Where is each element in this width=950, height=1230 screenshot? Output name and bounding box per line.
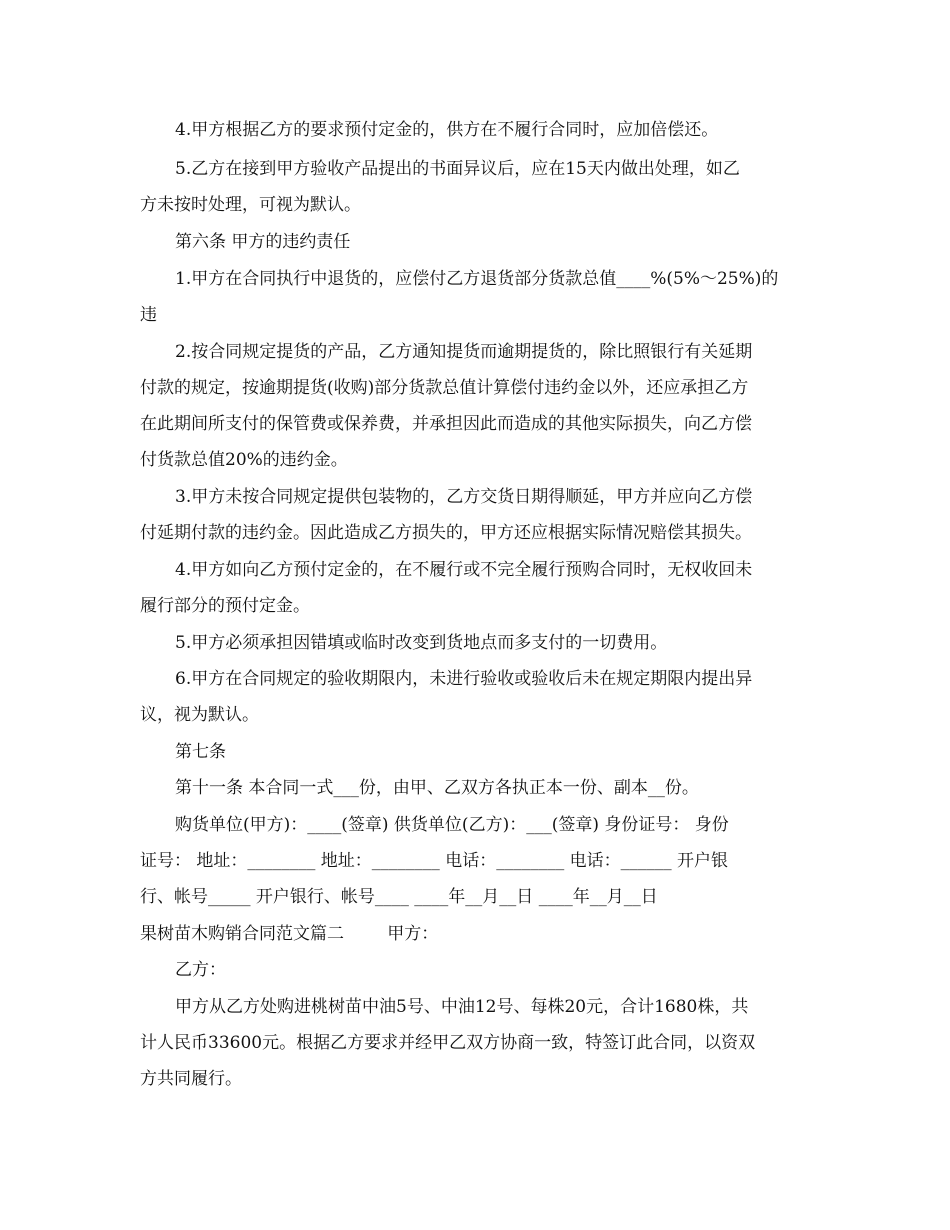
article-6-heading: 第六条 甲方的违约责任 bbox=[175, 232, 351, 252]
clause-6-item-3: 3.甲方未按合同规定提供包装物的，乙方交货日期得顺延，甲方并应向乙方偿 bbox=[175, 487, 753, 507]
intro-paragraph-line-3: 方共同履行。 bbox=[140, 1069, 242, 1089]
clause-6-item-4-cont: 履行部分的预付定金。 bbox=[140, 596, 310, 616]
signature-block-line-3: 行、帐号_____ 开户银行、帐号____ ____年__月__日 ____年__月__日 bbox=[140, 887, 658, 907]
clause-6-item-2-cont-1: 付款的规定，按逾期提货(收购)部分货款总值计算偿付违约金以外，还应承担乙方 bbox=[140, 378, 749, 398]
clause-5-item-4: 4.甲方根据乙方的要求预付定金的，供方在不履行合同时，应加倍偿还。 bbox=[175, 120, 719, 140]
clause-6-item-6-cont: 议，视为默认。 bbox=[140, 705, 259, 725]
intro-paragraph-line-2: 计人民币33600元。根据乙方要求并经甲乙双方协商一致，特签订此合同，以资双 bbox=[140, 1033, 756, 1053]
clause-6-item-1: 1.甲方在合同执行中退货的，应偿付乙方退货部分货款总值____%(5%～25%)的 bbox=[175, 269, 779, 289]
clause-6-item-2-cont-3: 付货款总值20%的违约金。 bbox=[140, 450, 348, 470]
clause-5-item-5-cont: 方未按时处理，可视为默认。 bbox=[140, 195, 361, 215]
article-7-heading: 第七条 bbox=[175, 742, 226, 762]
signature-block-line-2: 证号： 地址：________ 地址：________ 电话：________ 电话：______ 开户银 bbox=[140, 851, 729, 871]
clause-6-item-6: 6.甲方在合同规定的验收期限内，未进行验收或验收后未在规定期限内提出异 bbox=[175, 669, 753, 689]
clause-6-item-2: 2.按合同规定提货的产品，乙方通知提货而逾期提货的，除比照银行有关延期 bbox=[175, 342, 753, 362]
clause-6-item-2-cont-2: 在此期间所支付的保管费或保养费，并承担因此而造成的其他实际损失，向乙方偿 bbox=[140, 414, 752, 434]
clause-6-item-5: 5.甲方必须承担因错填或临时改变到货地点而多支付的一切费用。 bbox=[175, 633, 668, 653]
clause-6-item-3-cont: 付延期付款的违约金。因此造成乙方损失的，甲方还应根据实际情况赔偿其损失。 bbox=[140, 523, 752, 543]
clause-6-item-1-cont: 违 bbox=[140, 305, 157, 325]
section-title-contract-2: 果树苗木购销合同范文篇二 甲方： bbox=[140, 924, 439, 944]
article-11-text: 第十一条 本合同一式___份，由甲、乙双方各执正本一份、副本__份。 bbox=[175, 778, 699, 798]
clause-6-item-4: 4.甲方如向乙方预付定金的，在不履行或不完全履行预购合同时，无权收回未 bbox=[175, 560, 753, 580]
intro-paragraph-line-1: 甲方从乙方处购进桃树苗中油5号、中油12号、每株20元，合计1680株，共 bbox=[175, 997, 749, 1017]
clause-5-item-5: 5.乙方在接到甲方验收产品提出的书面异议后，应在15天内做出处理，如乙 bbox=[175, 159, 740, 179]
party-b-label: 乙方： bbox=[175, 960, 226, 980]
signature-block-line-1: 购货单位(甲方)：____(签章) 供货单位(乙方)：___(签章) 身份证号： 身份 bbox=[175, 815, 729, 835]
